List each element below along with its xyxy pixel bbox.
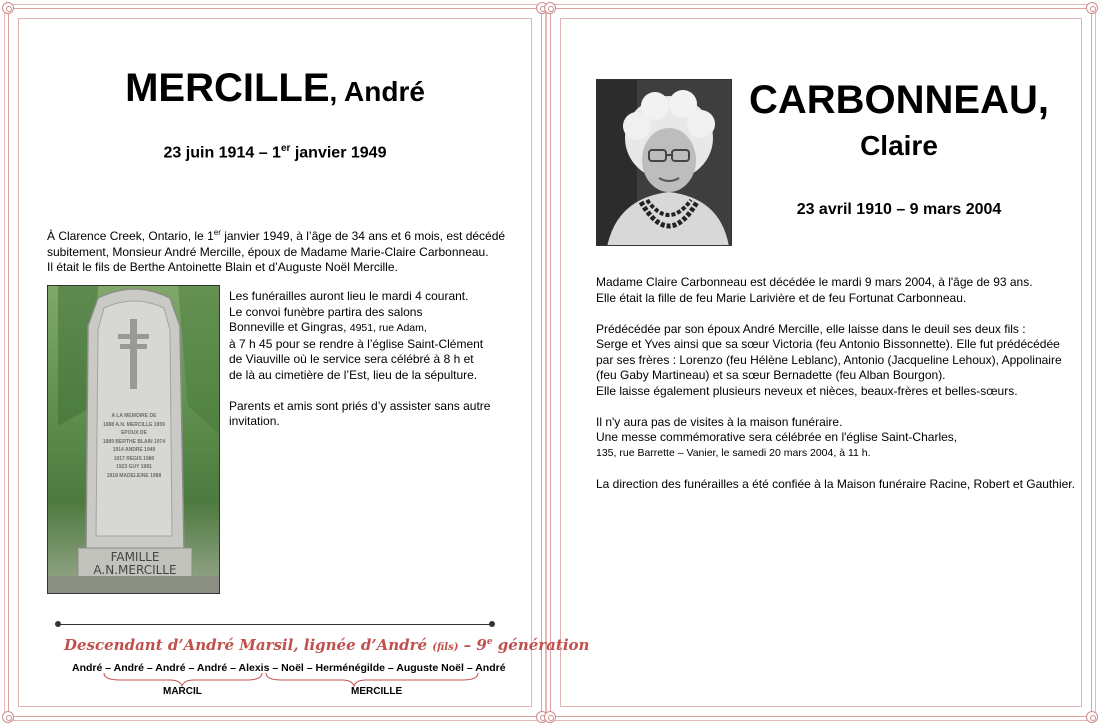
right-dates: 23 avril 1910 – 9 mars 2004 xyxy=(796,201,1002,218)
corner-ornament xyxy=(2,2,14,14)
right-given-name: Claire xyxy=(860,130,938,161)
paragraph: Prédécédée par son époux André Mercille, elle laisse dans le deuil ses deux fils : Serge et Yves ainsi que sa sœur Victoria (feu Antonio Bissonnette). Elle fut prédécédée par ses frères : Lorenzo (feu Hélène Leblanc), Antonio (Jacqueline Lehoux), Appolinaire (feu Gaby Martineau) et sa sœur Bernadette (feu Alban Bourgon). Elle laisse également plusieurs neveux et nièces, beaux-frères et belles-sœurs. xyxy=(596,321,1062,398)
divider-dot-right xyxy=(489,621,495,627)
lineage-braces xyxy=(60,672,500,694)
left-surname: MERCILLE xyxy=(125,66,330,110)
tombstone-inscription: A LA MEMOIRE DE 1888 A.N. MERCILLE 1959 EPOUX DE 1889 BERTHE BLAIN 1974 1914 ANDRE 1949 1917 REGIS 1980 1923 GUY 1981 1918 MADELEINE 1988 xyxy=(102,413,166,479)
left-name-heading xyxy=(20,66,530,111)
corner-ornament xyxy=(2,711,14,723)
portrait-photo xyxy=(596,79,732,246)
corner-ornament xyxy=(544,2,556,14)
left-given-name: , André xyxy=(329,76,425,107)
lineage-line: André – André – André – André – Alexis – Noël – Herménégilde – Auguste Noël – André xyxy=(72,662,506,674)
left-intro: À Clarence Creek, Ontario, le 1er janvier 1949, à l’âge de 34 ans et 6 mois, est décédé subitement, Monsieur André Mercille, époux de Madame Marie-Claire Carbonneau. Il était le fils de Berthe Antoinette Blain et d’Auguste Noël Mercille. xyxy=(47,228,506,274)
descent-divider xyxy=(58,624,492,625)
descent-title: Descendant d’André Marsil, lignée d’André (fils) – 9e génération xyxy=(64,636,590,654)
funeral-details: Les funérailles auront lieu le mardi 4 courant. Le convoi funèbre partira des salons Bonneville et Gingras, 4951, rue Adam, à 7 h 45 pour se rendre à l’église Saint-Clément de Viauville où le service sera célébré à 8 h et de là au cimetière de l’Est, lieu de la sépulture. Parents et amis sont priés d’y assister sans autre invitation. xyxy=(229,289,491,428)
corner-ornament xyxy=(544,711,556,723)
divider-dot-left xyxy=(55,621,61,627)
tombstone-family-name: FAMILLE A.N.MERCILLE xyxy=(93,550,177,577)
left-dates: 23 juin 1914 – 1er janvier 1949 xyxy=(163,143,387,162)
corner-ornament xyxy=(1086,711,1098,723)
right-surname: CARBONNEAU, xyxy=(749,78,1049,122)
paragraph: Il n'y aura pas de visites à la maison funéraire. Une messe commémorative sera célébrée en l'église Saint-Charles, 135, rue Barrette – Vanier, le samedi 20 mars 2004, à 11 h. xyxy=(596,414,958,459)
portrait-image xyxy=(597,80,732,246)
paragraph: Madame Claire Carbonneau est décédée le mardi 9 mars 2004, à l'âge de 93 ans. Elle était la fille de feu Marie Larivière et de feu Fortunat Carbonneau. xyxy=(596,275,1033,305)
tombstone-photo xyxy=(47,285,220,594)
right-obituary-text xyxy=(596,275,1076,492)
paragraph: La direction des funérailles a été confiée à la Maison funéraire Racine, Robert et Gauthier. xyxy=(596,476,1075,491)
mercille-label: MERCILLE xyxy=(351,686,403,697)
corner-ornament xyxy=(1086,2,1098,14)
marcil-label: MARCIL xyxy=(163,686,202,697)
